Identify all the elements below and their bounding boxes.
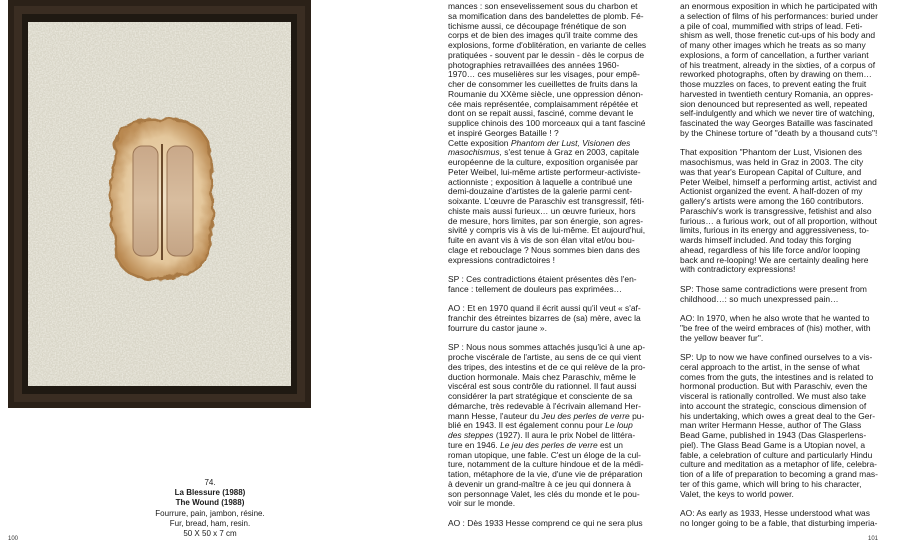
caption-medium-en: Fur, bread, ham, resin. (169, 518, 251, 528)
text-run: That exposition "Phantom der Lust, Visionen des masochismus, was held in Graz in 2003. The city was that year's European Capital of Culture, and Peter Weibel, himself a performing artist, activist and Actionist organized the event. A half-dozen of my gallery's artists were among the 160 contributors. Paraschiv's work is transgressive, fetishist and also furious… a furious work, out of all proportion, without limits, furious in its energy and aggressiveness, to- wards himself included. And today this forging ahead, regardless of his life force and/or looping back and re-looping! We are certainly dealing here with contradictory expressions! (680, 147, 877, 275)
paragraph (448, 304, 670, 333)
paragraph (448, 275, 670, 295)
caption-dimensions: 50 X 50 x 7 cm (183, 529, 237, 539)
text-run: AO: As early as 1933, Hesse understood what was no longer going to be a fable, that disturbing imperia- (680, 508, 878, 528)
text-run: (1927). Il aura le prix Nobel de littéra- ture en 1946. (448, 430, 636, 450)
text-run: an enormous exposition in which he participated with a selection of films of his performances: buried under a pile of coal, mummified with strips of lead. Feti- shism as well, those frenetic cut-ups of his body and of many other images which he treats as so many explosions, a form of cancellation, a further variant of his treatment, already in the sixties, of a corpus of reworked photographs, often by drawing on them… those muzzles on faces, to prevent eating the fruit harvested in twentieth century Romania, an oppres- sion denounced but represented as well, repeated self-indulgently and which we never tire of watching, fascinated the way Georges Bataille was fascinated by the Chinese torture of "death by a thousand cuts"! (680, 2, 878, 138)
text-run: SP: Up to now we have confined ourselves to a vis- ceral approach to the artist, in the sense of what comes from the guts, the intestines and is related to hormonal production. But with Paraschiv, even the visceral is rationally controlled. We must also take into account the strategic, conscious dimension of his undertaking, which owes a great deal to the Ger- man writer Hermann Hesse, author of The Glass Bead Game, published in 1943 (Das Glasperlens- piel). The Glass Bead Game is a Utopian novel, a fable, a celebration of culture and particularly Hindu culture and meditation as a metaphor of life, celebra- tion of a life of preparation to becoming a grand mas- ter of this game, which will bring to his character, Valet, the keys to world power. (680, 352, 878, 499)
paragraph (680, 148, 893, 275)
paragraph (448, 2, 670, 265)
italic-run: Jeu des perles de verre (541, 410, 630, 421)
text-run: AO : Et en 1970 quand il écrit aussi qu'il veut « s'af- franchir des étreintes bizarres de (sa) mère, avec la fourrure du castor jaune ». (448, 303, 641, 333)
text-run: mances : son ensevelissement sous du charbon et sa momification dans des bandelettes de plomb. Fé- tichisme aussi, ce découpage frénétique de son corps et de bien des images qu'il traite comme des explosions, forme d'oblitération, en variante de celles pratiquées - souvent par le dessin - dès le corpus de photographies retravaillées des années 1960- 1970… ces muselières sur les visages, pour empê- cher de consommer les cueillettes de fruits dans la Roumanie du XXème siècle, une oppression dénon- cée mais représentée, complaisamment répétée et dont on se repait aussi, fasciné, comme devant le supplice chinois des 100 morceaux qui a tant fasciné et inspiré Georges Bataille ! ? Cette exposition (448, 2, 647, 148)
italic-run: Le loup des steppes (448, 420, 633, 440)
artwork-caption (120, 478, 300, 539)
paragraph (680, 285, 893, 305)
caption-number: 74. (204, 478, 216, 487)
page-number-right: 101 (868, 536, 879, 542)
paragraph (680, 314, 893, 343)
paragraph (448, 519, 670, 529)
ham-slice-right (167, 146, 193, 256)
ham-slice-left (133, 146, 158, 256)
paragraph (680, 2, 893, 139)
paragraph (448, 343, 670, 509)
italic-run: Phantom der Lust, Visionen des masochismus, (448, 137, 631, 158)
text-run: SP : Ces contradictions étaient présentes dès l'en- fance : tellement de douleurs pas exprimées… (448, 274, 637, 294)
english-text-column (680, 2, 893, 532)
text-run: pu- blié en 1943. Il est également connu pour (448, 410, 645, 431)
caption-title-fr: La Blessure (1988) (174, 488, 246, 498)
text-run: AO : Dès 1933 Hesse comprend ce qui ne sera plus (448, 517, 643, 528)
paragraph (680, 509, 893, 529)
italic-run: Le jeu des perles de verre (500, 439, 598, 450)
text-run: SP : Nous nous sommes attachés jusqu'ici à une ap- proche viscérale de l'artiste, au sens de ce qui vient des tripes, des intestins et de ce qui relève de la pro- duction hormonale. Mais chez Paraschiv, même le viscéral est sous contrôle du rationnel. Il faut aussi considérer la part stratégique et consciente de sa démarche, très redevable à l'écrivain allemand Her- mann Hesse, l'auteur du (448, 342, 646, 421)
paragraph (680, 353, 893, 499)
french-text-column (448, 2, 670, 532)
page-number-left: 100 (8, 536, 19, 542)
caption-medium-fr: Fourrure, pain, jambon, résine. (155, 508, 265, 518)
text-run: est un roman utopique, une fable. C'est un éloge de la cul- ture, notamment de la culture hindoue et de la médi- tation, métaphore de la vie, d'une vie de préparation à devenir un grand-maître à ce jeu qui donnera à son personnage Valet, les clés du monde et le pou- voir sur le monde. (448, 439, 644, 509)
artwork-photo (8, 0, 311, 408)
text-run: AO: In 1970, when he also wrote that he wanted to "be free of the weird embraces of (his) mother, with the yellow beaver fur". (680, 313, 871, 343)
text-run: s'est tenue à Graz en 2003, capitale européenne de la culture, exposition organisée par Peter Weibel, lui-même artiste performeur-activiste- actionniste ; exposition à laquelle a contribué une demi-douzaine d'artistes de la galerie parmi cent- soixante. L'œuvre de Paraschiv est transgressif, féti- chiste mais aussi furieux… un œuvre furieux, hors de mesure, hors limites, par son énergie, son agres- sivité y compris vis à vis de lui-même. Et aujourd'hui, fuite en avant vis à vis de son élan vital et/ou bou- clage et rebouclage ? Nous sommes bien dans des expressions contradictoires ! (448, 147, 646, 265)
text-run: SP: Those same contradictions were present from childhood…: so much unexpressed pain… (680, 283, 867, 304)
caption-title-en: The Wound (1988) (175, 498, 245, 508)
